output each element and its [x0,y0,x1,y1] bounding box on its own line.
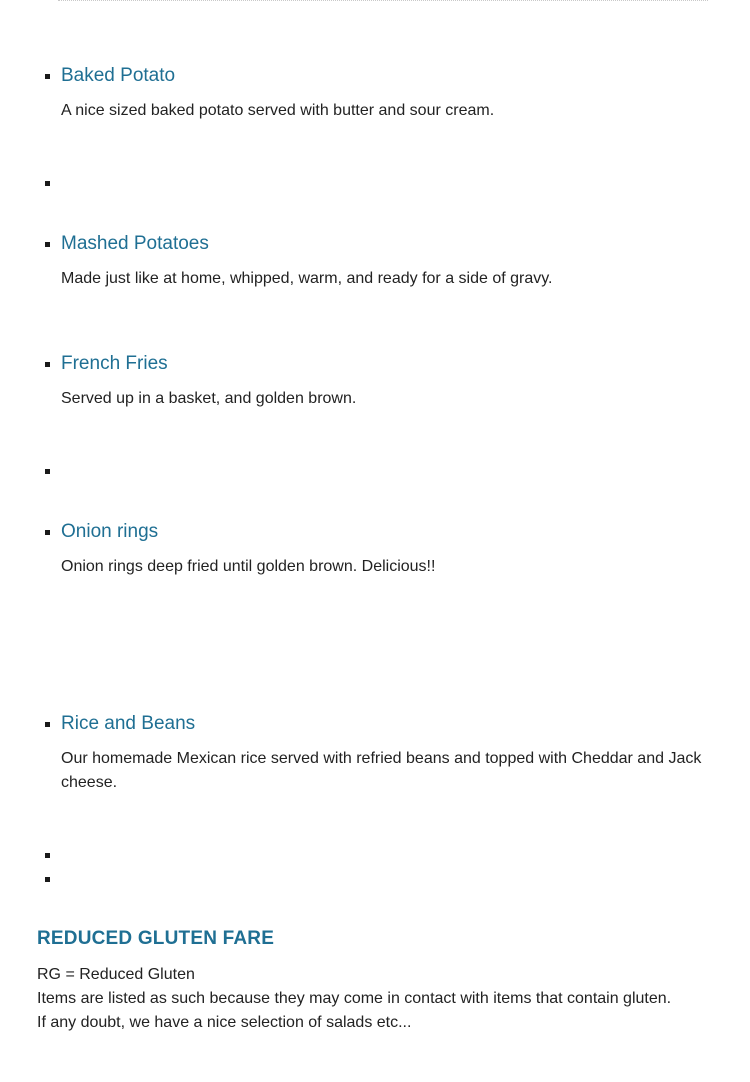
menu-item-title-rice-and-beans[interactable]: Rice and Beans [61,713,196,734]
list-bullet [45,242,50,247]
list-bullet-empty [45,181,50,186]
list-bullet-empty [45,877,50,882]
menu-item-description: A nice sized baked potato served with butter and sour cream. [61,102,495,119]
menu-item-title-onion-rings[interactable]: Onion rings [61,521,159,542]
rg-advice-line: If any doubt, we have a nice selection of salads etc... [37,1014,412,1031]
menu-item-description: Served up in a basket, and golden brown. [61,390,357,407]
list-bullet [45,362,50,367]
menu-item-title-mashed-potatoes[interactable]: Mashed Potatoes [61,233,209,254]
rg-legend-line: RG = Reduced Gluten [37,966,195,983]
list-bullet [45,74,50,79]
list-bullet-empty [45,853,50,858]
menu-item-description: Onion rings deep fried until golden brown. Delicious!! [61,558,436,575]
rg-explanation-line: Items are listed as such because they may come in contact with items that contain gluten. [37,990,672,1007]
list-bullet [45,722,50,727]
menu-item-title-baked-potato[interactable]: Baked Potato [61,65,176,86]
list-bullet [45,530,50,535]
menu-item-description: Our homemade Mexican rice served with refried beans and topped with Cheddar and Jack cheese. [61,750,702,791]
top-divider [58,0,708,3]
list-bullet-empty [45,469,50,474]
menu-item-title-french-fries[interactable]: French Fries [61,353,168,374]
menu-item-description: Made just like at home, whipped, warm, and ready for a side of gravy. [61,270,553,287]
section-heading-reduced-gluten: REDUCED GLUTEN FARE [37,928,275,949]
